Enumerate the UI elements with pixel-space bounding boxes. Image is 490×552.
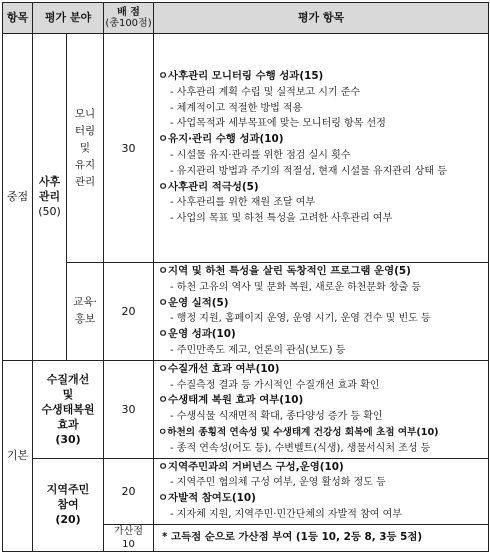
evaluation-table (2, 2, 489, 552)
item-detail: - 하천 고유의 역사 및 문화 복원, 새로운 하천문화 창출 등 (170, 281, 422, 293)
basic-row-water (3, 360, 489, 458)
sub-monitoring-line: 유지 (74, 158, 96, 171)
item-detail: - 유지관리 방법과 주기의 적절성, 현재 시설물 유지관리 상태 등 (170, 165, 447, 177)
header-items: 평가 항목 (154, 3, 489, 34)
item-detail: - 시설물 유지·관리를 위한 점검 실시 횟수 (170, 150, 351, 161)
item-detail: - 사후관리를 위한 재원 조달 여부 (170, 197, 316, 209)
item-detail: - 지역주민 협의체 구성 여부, 운영 활성화 정도 등 (170, 477, 386, 489)
basic-row-residents (3, 458, 489, 524)
item-heading: ㅇ수생태계 복원 효과 여부(10) (158, 394, 304, 407)
sub-monitoring-line: 관리 (74, 175, 96, 188)
basic-water-line: 효과 (57, 417, 79, 431)
basic-residents-line: 지역주민 (46, 483, 90, 497)
sub-education-score: 20 (104, 263, 154, 361)
bonus-score-label: 가산점 (114, 525, 143, 537)
item-heading: ㅇ운영 실적(5) (158, 296, 229, 309)
item-heading: ㅇ자발적 참여도(10) (158, 492, 256, 505)
item-heading: ㅇ유지·관리 수행 성과(10) (158, 133, 284, 146)
core-row-monitoring (3, 34, 489, 263)
sub-monitoring-label (67, 34, 104, 263)
header-score (104, 3, 154, 34)
basic-water-line: 수질개선 (46, 372, 90, 386)
bonus-score-value: 10 (122, 538, 135, 550)
core-area-label (33, 34, 67, 361)
basic-residents-line: (20) (55, 513, 81, 527)
sub-education-line: 교육· (73, 296, 97, 309)
header-row (3, 3, 489, 34)
item-detail: - 사후관리 계획 수립 및 실적보고 시기 준수 (170, 86, 361, 98)
sub-monitoring-score: 30 (104, 34, 154, 263)
item-heading: ㅇ지역주민과의 거버넌스 구성,운영(10) (158, 460, 344, 473)
basic-residents-score: 20 (104, 458, 154, 524)
item-heading: ㅇ사후관리 모니터링 수행 성과(15) (158, 70, 324, 83)
sub-monitoring-line: 터링 (74, 124, 96, 137)
item-detail: - 수생식물 식재면적 확대, 종다양성 증가 등 확인 (170, 411, 383, 423)
core-row-education (3, 263, 489, 361)
basic-residents-label (33, 458, 104, 551)
core-area-points: (50) (38, 205, 61, 219)
item-detail: - 주민만족도 제고, 언론의 관심(보도) 등 (170, 344, 346, 356)
item-heading: ㅇ하천의 종횡적 연속성 및 수생태계 건강성 회복에 초점 여부(10) (158, 426, 439, 438)
item-heading: ㅇ수질개선 효과 여부(10) (158, 362, 280, 375)
item-heading: ㅇ지역 및 하천 특성을 살린 독창적인 프로그램 운영(5) (158, 265, 411, 277)
item-heading: ㅇ운영 성과(10) (158, 328, 236, 341)
bonus-score-cell (104, 524, 154, 551)
header-score-bottom: (총100점) (105, 18, 152, 29)
item-heading: ㅇ사후관리 적극성(5) (158, 180, 259, 193)
basic-residents-items (154, 458, 489, 524)
core-area-name: 사후관리 (38, 175, 61, 204)
header-field: 평가 분야 (33, 3, 104, 34)
item-detail: - 사업의 목표 및 하천 특성을 고려한 사후관리 여부 (170, 213, 393, 225)
basic-residents-line: 참여 (57, 498, 79, 512)
sub-monitoring-line: 모니 (74, 107, 96, 120)
sub-education-line: 홍보 (74, 313, 96, 326)
basic-water-line: (30) (55, 432, 81, 446)
basic-water-line: 및 (62, 387, 74, 401)
item-detail: - 종적 연속성(어도 등), 수변벨트(식생), 생물서식처 조성 등 (170, 442, 431, 454)
item-detail: - 사업목적과 세부목표에 맞는 모니터링 항목 선정 (170, 118, 386, 130)
item-detail: - 행정 지원, 홈페이지 운영, 운영 시기, 운영 건수 및 빈도 등 (170, 313, 431, 325)
basic-water-items (154, 360, 489, 458)
header-category: 항목 (3, 3, 33, 34)
bonus-text: * 고득점 순으로 가산점 부여 (1등 10, 2등 8, 3등 5점) (154, 524, 489, 551)
item-detail: - 수질측정 결과 등 가시적인 수질개선 효과 확인 (170, 379, 380, 391)
sub-monitoring-line: 및 (79, 141, 91, 154)
sub-education-label (67, 263, 104, 361)
basic-water-label (33, 360, 104, 458)
basic-category-label: 기본 (3, 360, 33, 551)
item-detail: - 체계적이고 적절한 방법 적용 (170, 102, 303, 114)
item-detail: - 지자체 지원, 지역주민·민간단체의 자발적 참여 여부 (170, 508, 402, 520)
sub-education-items (154, 263, 489, 361)
header-score-top: 배 점 (117, 7, 140, 18)
core-category-label: 중점 (3, 34, 33, 361)
basic-water-score: 30 (104, 360, 154, 458)
basic-water-line: 수생태복원 (41, 402, 95, 416)
sub-monitoring-items (154, 34, 489, 263)
